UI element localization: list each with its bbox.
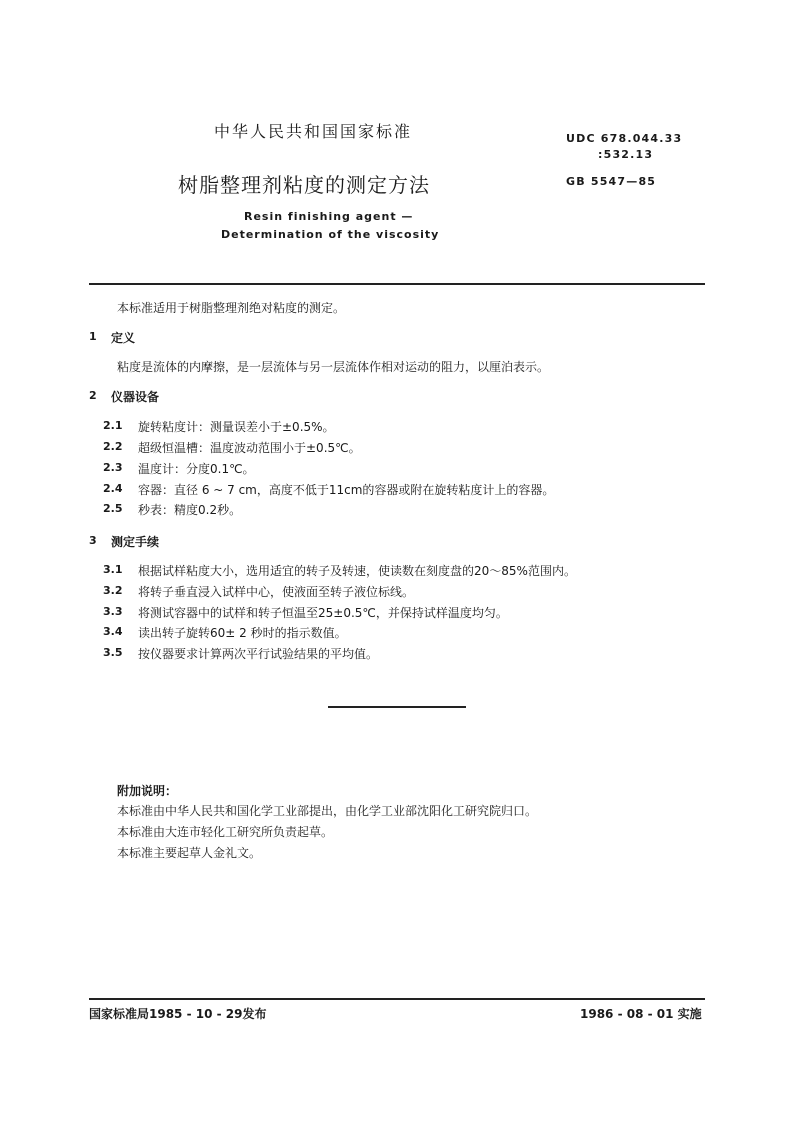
clause-number: 3.1 [103, 563, 123, 576]
header-divider [89, 283, 705, 285]
clause-number: 2.2 [103, 440, 123, 453]
clause-text: 读出转子旋转60± 2 秒时的指示数值。 [138, 626, 347, 640]
udc-code-line2: :532.13 [598, 148, 654, 161]
effective-date: 1986 - 08 - 01 实施 [580, 1007, 702, 1021]
footer-divider [89, 998, 705, 1000]
clause-number: 3.2 [103, 584, 123, 597]
gb-standard-code: GB 5547—85 [566, 175, 657, 188]
section-number: 3 [89, 534, 97, 547]
english-title-line1: Resin finishing agent — [244, 210, 414, 223]
clause-text: 按仪器要求计算两次平行试验结果的平均值。 [138, 647, 379, 661]
section-number: 2 [89, 389, 97, 402]
clause-number: 3.3 [103, 605, 123, 618]
section-heading: 定义 [111, 331, 136, 345]
clause-number: 3.5 [103, 646, 123, 659]
clause-text: 将测试容器中的试样和转子恒温至25±0.5℃，并保持试样温度均匀。 [138, 606, 508, 620]
clause-text: 旋转粘度计：测量误差小于±0.5%。 [138, 420, 335, 434]
clause-number: 2.5 [103, 502, 123, 515]
issue-date: 国家标准局1985 - 10 - 29发布 [89, 1007, 267, 1021]
clause-number: 2.4 [103, 482, 123, 495]
section-body: 粘度是流体的内摩擦，是一层流体与另一层流体作相对运动的阻力，以厘泊表示。 [117, 360, 550, 374]
section-heading: 仪器设备 [111, 390, 160, 404]
notes-heading: 附加说明： [117, 784, 178, 798]
clause-text: 温度计：分度0.1℃。 [138, 462, 255, 476]
intro-paragraph: 本标准适用于树脂整理剂绝对粘度的测定。 [117, 301, 346, 315]
clause-number: 2.1 [103, 419, 123, 432]
document-title: 树脂整理剂粘度的测定方法 [178, 173, 430, 197]
clause-text: 容器：直径 6 ~ 7 cm，高度不低于11cm的容器或附在旋转粘度计上的容器。 [138, 483, 555, 497]
clause-number: 3.4 [103, 625, 123, 638]
section-number: 1 [89, 330, 97, 343]
notes-line: 本标准由大连市轻化工研究所负责起草。 [117, 825, 334, 839]
english-title-line2: Determination of the viscosity [221, 228, 440, 241]
end-of-text-rule [328, 706, 466, 708]
standard-organization: 中华人民共和国国家标准 [214, 122, 413, 141]
clause-text: 将转子垂直浸入试样中心，使液面至转子液位标线。 [138, 585, 415, 599]
section-heading: 测定手续 [111, 535, 160, 549]
clause-text: 秒表：精度0.2秒。 [138, 503, 242, 517]
clause-text: 根据试样粘度大小，选用适宜的转子及转速，使读数在刻度盘的20～85%范围内。 [138, 564, 576, 578]
clause-text: 超级恒温槽：温度波动范围小于±0.5℃。 [138, 441, 361, 455]
notes-line: 本标准由中华人民共和国化学工业部提出，由化学工业部沈阳化工研究院归口。 [117, 804, 538, 818]
udc-code-line1: UDC 678.044.33 [566, 132, 683, 145]
notes-line: 本标准主要起草人金礼文。 [117, 846, 262, 860]
clause-number: 2.3 [103, 461, 123, 474]
